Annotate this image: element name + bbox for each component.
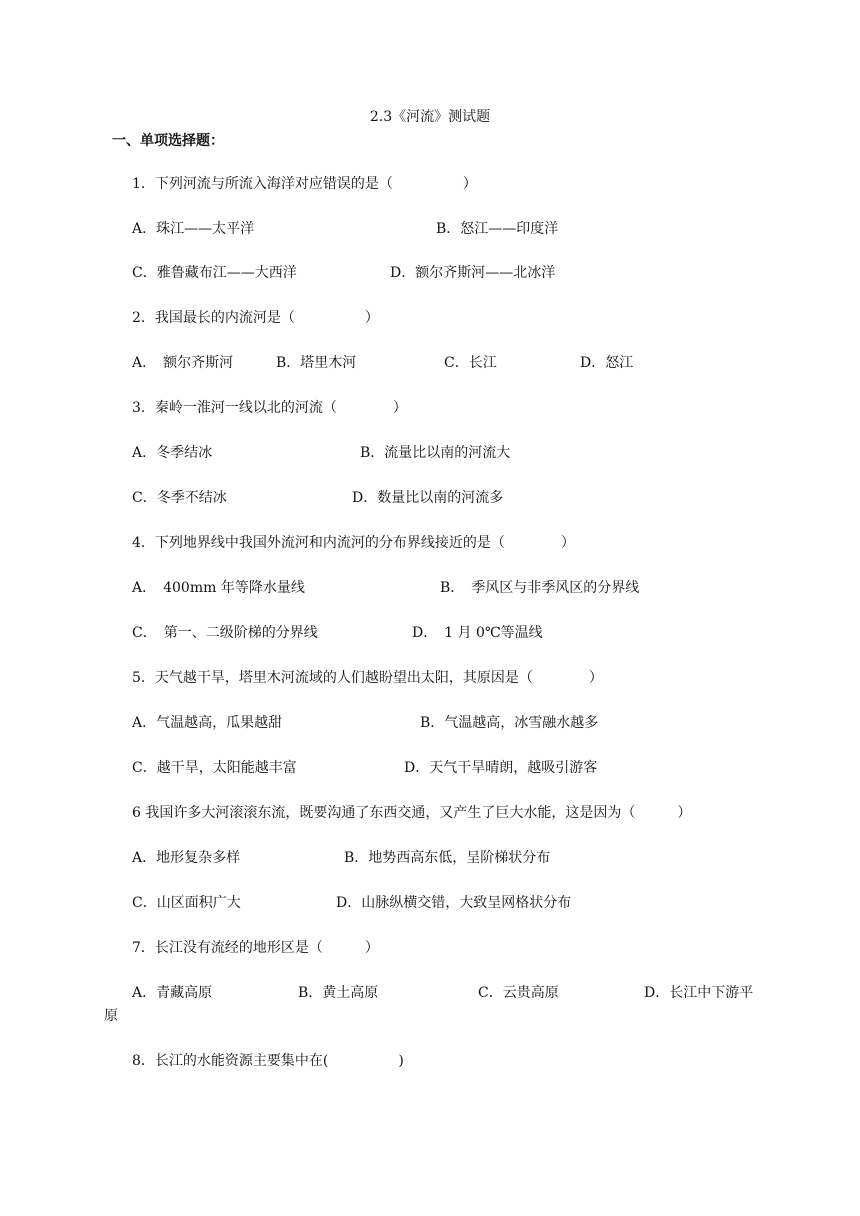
q1-option-d: D．额尔齐斯河——北冰洋 <box>390 265 556 281</box>
q7-option-a: A．青藏高原 <box>132 985 213 1001</box>
q4-option-c: C． 第一、二级阶梯的分界线 <box>132 625 318 641</box>
q7-option-b: B．黄土高原 <box>298 985 379 1001</box>
q2-option-a: A． 额尔齐斯河 <box>132 355 234 371</box>
q3-option-a: A．冬季结冰 <box>132 445 213 461</box>
q3-option-c: C．冬季不结冰 <box>132 490 227 506</box>
q6-option-d: D．山脉纵横交错，大致呈网格状分布 <box>336 895 572 911</box>
q1-option-c: C．雅鲁藏布江——大西洋 <box>132 265 297 281</box>
q5-option-c: C．越干旱，太阳能越丰富 <box>132 760 297 776</box>
q7-option-d: D．长江中下游平 <box>644 985 754 1001</box>
q2-option-c: C．长江 <box>444 355 497 371</box>
q6-option-b: B．地势西高东低，呈阶梯状分布 <box>344 850 551 866</box>
question-2: 2．我国最长的内流河是（ ） <box>132 310 379 326</box>
q3-option-d: D．数量比以南的河流多 <box>352 490 504 506</box>
page-title: 2.3《河流》测试题 <box>369 109 491 125</box>
q4-option-d: D． 1 月 0℃等温线 <box>412 625 543 641</box>
q4-option-b: B． 季风区与非季风区的分界线 <box>440 580 640 596</box>
question-7: 7．长江没有流经的地形区是（ ） <box>132 940 379 956</box>
question-5: 5．天气越干旱，塔里木河流域的人们越盼望出太阳，其原因是（ ） <box>132 670 603 686</box>
q5-option-b: B．气温越高，冰雪融水越多 <box>420 715 599 731</box>
q2-option-b: B．塔里木河 <box>276 355 357 371</box>
q7-option-d-wrap: 原 <box>104 1008 118 1024</box>
q3-option-b: B．流量比以南的河流大 <box>360 445 511 461</box>
q1-option-a: A．珠江——太平洋 <box>132 221 255 237</box>
q2-option-d: D．怒江 <box>580 355 634 371</box>
q1-option-b: B．怒江——印度洋 <box>436 221 559 237</box>
question-4: 4．下列地界线中我国外流河和内流河的分布界线接近的是（ ） <box>132 535 575 551</box>
q6-option-c: C．山区面积广大 <box>132 895 241 911</box>
section-heading: 一、单项选择题： <box>112 133 224 149</box>
q4-option-a: A． 400mm 年等降水量线 <box>132 580 305 596</box>
q6-option-a: A．地形复杂多样 <box>132 850 241 866</box>
question-1: 1．下列河流与所流入海洋对应错误的是（ ） <box>132 176 477 192</box>
question-3: 3．秦岭一淮河一线以北的河流（ ） <box>132 400 407 416</box>
question-8: 8．长江的水能资源主要集中在( ) <box>132 1053 404 1069</box>
question-6: 6 我国许多大河滚滚东流，既要沟通了东西交通，又产生了巨大水能，这是因为（ ） <box>132 805 692 821</box>
q5-option-a: A．气温越高，瓜果越甜 <box>132 715 283 731</box>
q7-option-c: C．云贵高原 <box>478 985 559 1001</box>
q5-option-d: D．天气干旱晴朗，越吸引游客 <box>404 760 598 776</box>
